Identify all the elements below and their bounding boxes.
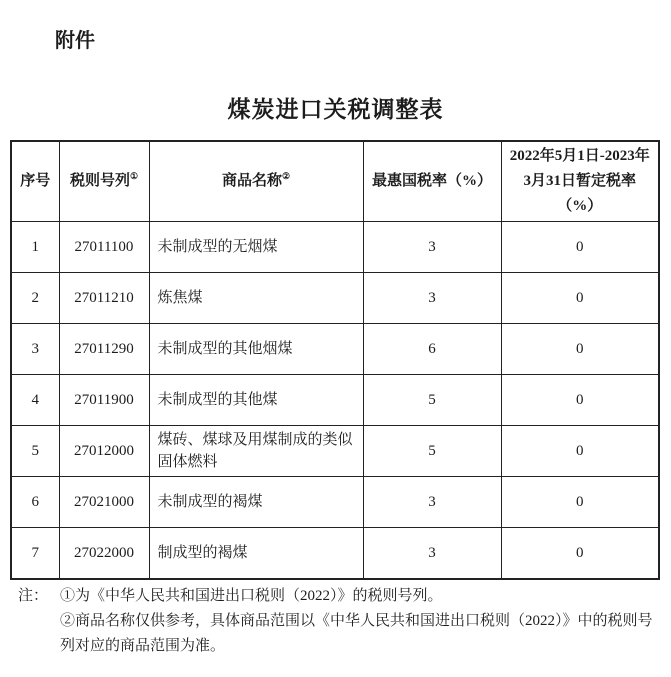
- col-header-tariff-code-footnote-mark: ①: [129, 171, 139, 181]
- cell-serial: 3: [11, 324, 59, 375]
- cell-serial: 5: [11, 426, 59, 477]
- col-header-product-name-label: 商品名称: [221, 173, 282, 189]
- cell-tariff-code: 27011210: [59, 273, 149, 324]
- notes-section: [18, 584, 658, 659]
- notes-body: [60, 584, 658, 659]
- cell-serial: 7: [11, 528, 59, 579]
- table-row: [11, 477, 659, 528]
- cell-temp-rate: 0: [501, 375, 659, 426]
- col-header-tariff-code-label: 税则号列: [69, 173, 130, 189]
- table-row: [11, 426, 659, 477]
- cell-mfn-rate: 5: [363, 375, 501, 426]
- cell-mfn-rate: 3: [363, 222, 501, 273]
- cell-temp-rate: 0: [501, 273, 659, 324]
- cell-tariff-code: 27021000: [59, 477, 149, 528]
- cell-tariff-code: 27011290: [59, 324, 149, 375]
- cell-temp-rate: 0: [501, 426, 659, 477]
- cell-product-name: 煤砖、煤球及用煤制成的类似固体燃料: [149, 426, 363, 477]
- table-row: [11, 222, 659, 273]
- cell-temp-rate: 0: [501, 477, 659, 528]
- col-header-mfn-rate: [363, 141, 501, 222]
- table-row: [11, 324, 659, 375]
- attachment-label: 附件: [55, 30, 95, 52]
- cell-product-name: 制成型的褐煤: [149, 528, 363, 579]
- cell-temp-rate: 0: [501, 528, 659, 579]
- cell-temp-rate: 0: [501, 324, 659, 375]
- cell-mfn-rate: 6: [363, 324, 501, 375]
- table-row: [11, 528, 659, 579]
- cell-mfn-rate: 3: [363, 528, 501, 579]
- page-title: 煤炭进口关税调整表: [227, 97, 444, 122]
- cell-serial: 6: [11, 477, 59, 528]
- col-header-serial-label: 序号: [20, 173, 51, 189]
- col-header-product-name: [149, 141, 363, 222]
- col-header-serial: [11, 141, 59, 222]
- cell-temp-rate: 0: [501, 222, 659, 273]
- cell-serial: 2: [11, 273, 59, 324]
- notes-label: 注：: [18, 588, 49, 604]
- cell-product-name: 未制成型的其他烟煤: [149, 324, 363, 375]
- cell-product-name: 炼焦煤: [149, 273, 363, 324]
- cell-product-name: 未制成型的无烟煤: [149, 222, 363, 273]
- table-row: [11, 375, 659, 426]
- cell-mfn-rate: 5: [363, 426, 501, 477]
- col-header-mfn-rate-label: 最惠国税率（%）: [371, 173, 492, 189]
- cell-tariff-code: 27022000: [59, 528, 149, 579]
- tariff-table: [10, 140, 660, 580]
- cell-mfn-rate: 3: [363, 273, 501, 324]
- cell-tariff-code: 27011100: [59, 222, 149, 273]
- col-header-tariff-code: [59, 141, 149, 222]
- table-header-row: [11, 141, 659, 222]
- table-row: [11, 273, 659, 324]
- cell-serial: 1: [11, 222, 59, 273]
- note-item-1: ①为《中华人民共和国进出口税则（2022）》的税则号列。: [60, 588, 443, 604]
- note-item-2: ②商品名称仅供参考，具体商品范围以《中华人民共和国进出口税则（2022）》中的税则号列对应的商品范围为准。: [60, 613, 653, 654]
- col-header-product-name-footnote-mark: ②: [281, 171, 291, 181]
- cell-serial: 4: [11, 375, 59, 426]
- col-header-temp-rate-label: 2022年5月1日-2023年3月31日暂定税率（%）: [509, 148, 650, 214]
- cell-product-name: 未制成型的褐煤: [149, 477, 363, 528]
- col-header-temp-rate: [501, 141, 659, 222]
- cell-tariff-code: 27011900: [59, 375, 149, 426]
- cell-mfn-rate: 3: [363, 477, 501, 528]
- cell-tariff-code: 27012000: [59, 426, 149, 477]
- cell-product-name: 未制成型的其他煤: [149, 375, 363, 426]
